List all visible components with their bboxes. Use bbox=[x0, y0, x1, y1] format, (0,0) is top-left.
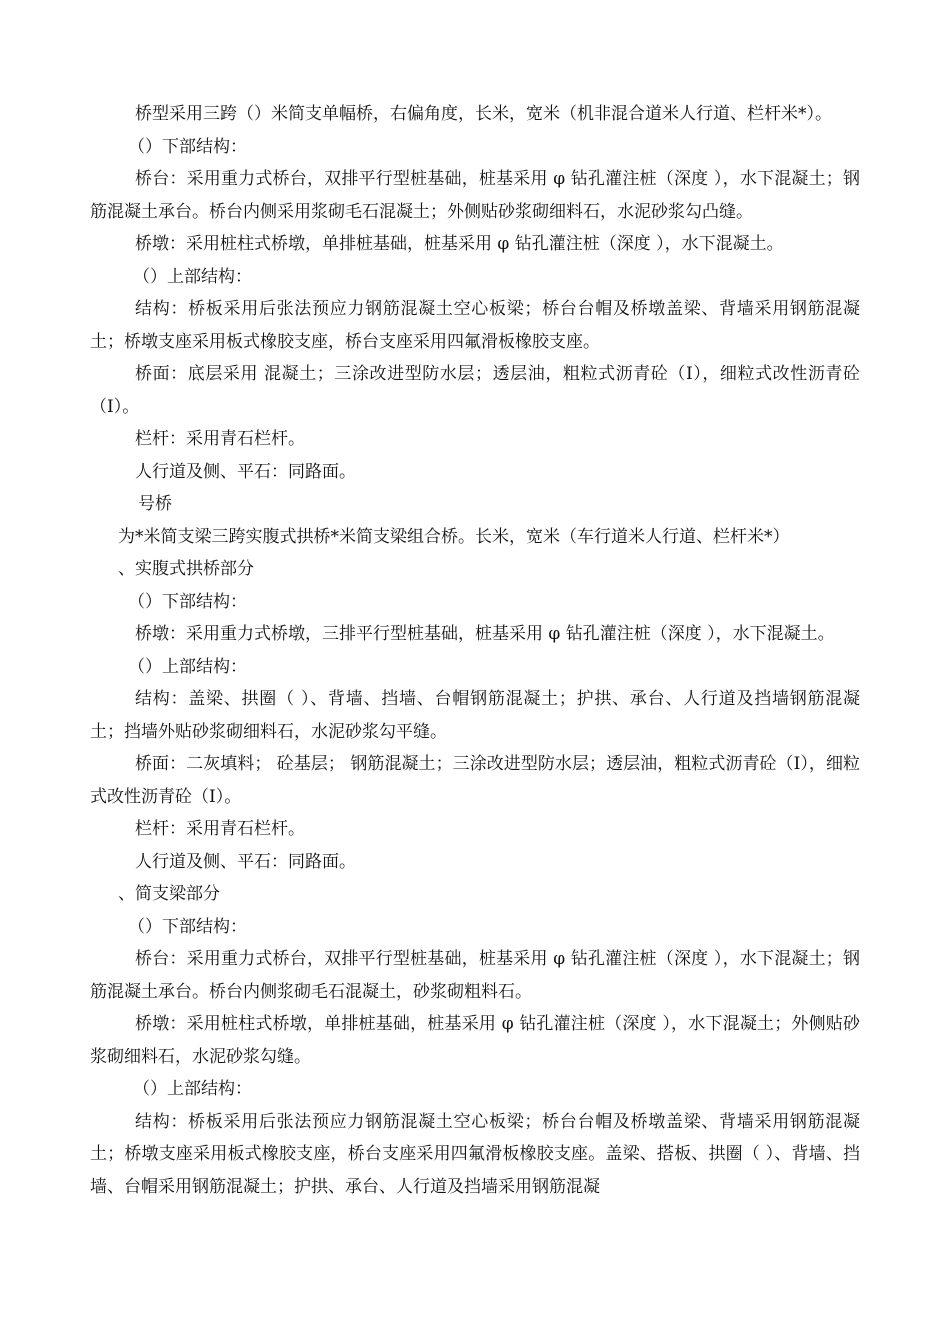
beam-structure-paragraph: 结构：桥板采用后张法预应力钢筋混凝土空心板梁；桥台台帽及桥墩盖梁、背墙采用钢筋混凝土；桥墩支座采用板式橡胶支座，桥台支座采用四氟滑板橡胶支座。盖梁、搭板、拱圈（ ）、背墙、挡墙、台帽采用钢筋混凝土；护拱、承台、人行道及挡墙采用钢筋混凝 bbox=[90, 1111, 860, 1197]
document-page bbox=[90, 98, 860, 1203]
deck-paragraph: 桥面：底层采用 混凝土；三涂改进型防水层；透层油，粗粒式沥青砼（Ⅰ），细粒式改性沥青砼（Ⅰ）。 bbox=[90, 364, 860, 417]
arch-structure-paragraph: 结构：盖梁、拱圈（ ）、背墙、挡墙、台帽钢筋混凝土；护拱、承台、人行道及挡墙钢筋混凝土；挡墙外贴砂浆砌细料石，水泥砂浆勾平缝。 bbox=[90, 689, 860, 742]
pier-paragraph: 桥墩：采用桩柱式桥墩，单排桩基础，桩基采用 φ 钻孔灌注桩（深度 ），水下混凝土。 bbox=[135, 234, 784, 254]
intro-paragraph: 桥型采用三跨（）米简支单幅桥，右偏角度，长米，宽米（机非混合道米人行道、栏杆米*）。 bbox=[135, 104, 832, 124]
beam-abutment-paragraph: 桥台：采用重力式桥台，双排平行型桩基础，桩基采用 φ 钻孔灌注桩（深度 ），水下混凝土；钢筋混凝土承台。桥台内侧浆砌毛石混凝土，砂浆砌粗料石。 bbox=[90, 949, 860, 1002]
sidewalk-paragraph: 人行道及侧、平石：同路面。 bbox=[135, 461, 356, 482]
superstructure-heading: （）上部结构： bbox=[133, 266, 252, 287]
combined-bridge-paragraph: 为*米简支梁三跨实腹式拱桥*米简支梁组合桥。长米，宽米（车行道米人行道、栏杆米*） bbox=[118, 526, 790, 547]
abutment-paragraph: 桥台：采用重力式桥台，双排平行型桩基础，桩基采用 φ 钻孔灌注桩（深度 ），水下混凝土；钢筋混凝土承台。桥台内侧采用浆砌毛石混凝土；外侧贴砂浆砌细料石，水泥砂浆勾凸缝。 bbox=[90, 169, 860, 222]
beam-superstructure-heading: （）上部结构： bbox=[133, 1079, 252, 1099]
bridge-number-heading: 号桥 bbox=[138, 494, 172, 514]
structure-paragraph: 结构：桥板采用后张法预应力钢筋混凝土空心板梁；桥台台帽及桥墩盖梁、背墙采用钢筋混凝土；桥墩支座采用板式橡胶支座，桥台支座采用四氟滑板橡胶支座。 bbox=[90, 299, 860, 352]
beam-pier-paragraph: 桥墩：采用桩柱式桥墩，单排桩基础，桩基采用 φ 钻孔灌注桩（深度 ），水下混凝土；外侧贴砂浆砌细料石，水泥砂浆勾缝。 bbox=[90, 1014, 860, 1067]
arch-railing-paragraph: 栏杆：采用青石栏杆。 bbox=[135, 819, 305, 839]
beam-substructure-heading: （）下部结构： bbox=[128, 916, 247, 937]
substructure-heading: （）下部结构： bbox=[128, 136, 247, 157]
railing-paragraph: 栏杆：采用青石栏杆。 bbox=[135, 429, 305, 449]
arch-substructure-heading: （）下部结构： bbox=[128, 591, 247, 612]
arch-sidewalk-paragraph: 人行道及侧、平石：同路面。 bbox=[135, 851, 356, 872]
beam-section-heading: 、简支梁部分 bbox=[118, 884, 220, 904]
arch-deck-paragraph: 桥面：二灰填料； 砼基层； 钢筋混凝土；三涂改进型防水层；透层油，粗粒式沥青砼（Ⅰ），细粒式改性沥青砼（Ⅰ）。 bbox=[90, 754, 860, 807]
arch-superstructure-heading: （）上部结构： bbox=[128, 656, 247, 677]
arch-pier-paragraph: 桥墩：采用重力式桥墩，三排平行型桩基础，桩基采用 φ 钻孔灌注桩（深度 ），水下混凝土。 bbox=[135, 624, 835, 644]
arch-section-heading: 、实腹式拱桥部分 bbox=[118, 559, 254, 579]
